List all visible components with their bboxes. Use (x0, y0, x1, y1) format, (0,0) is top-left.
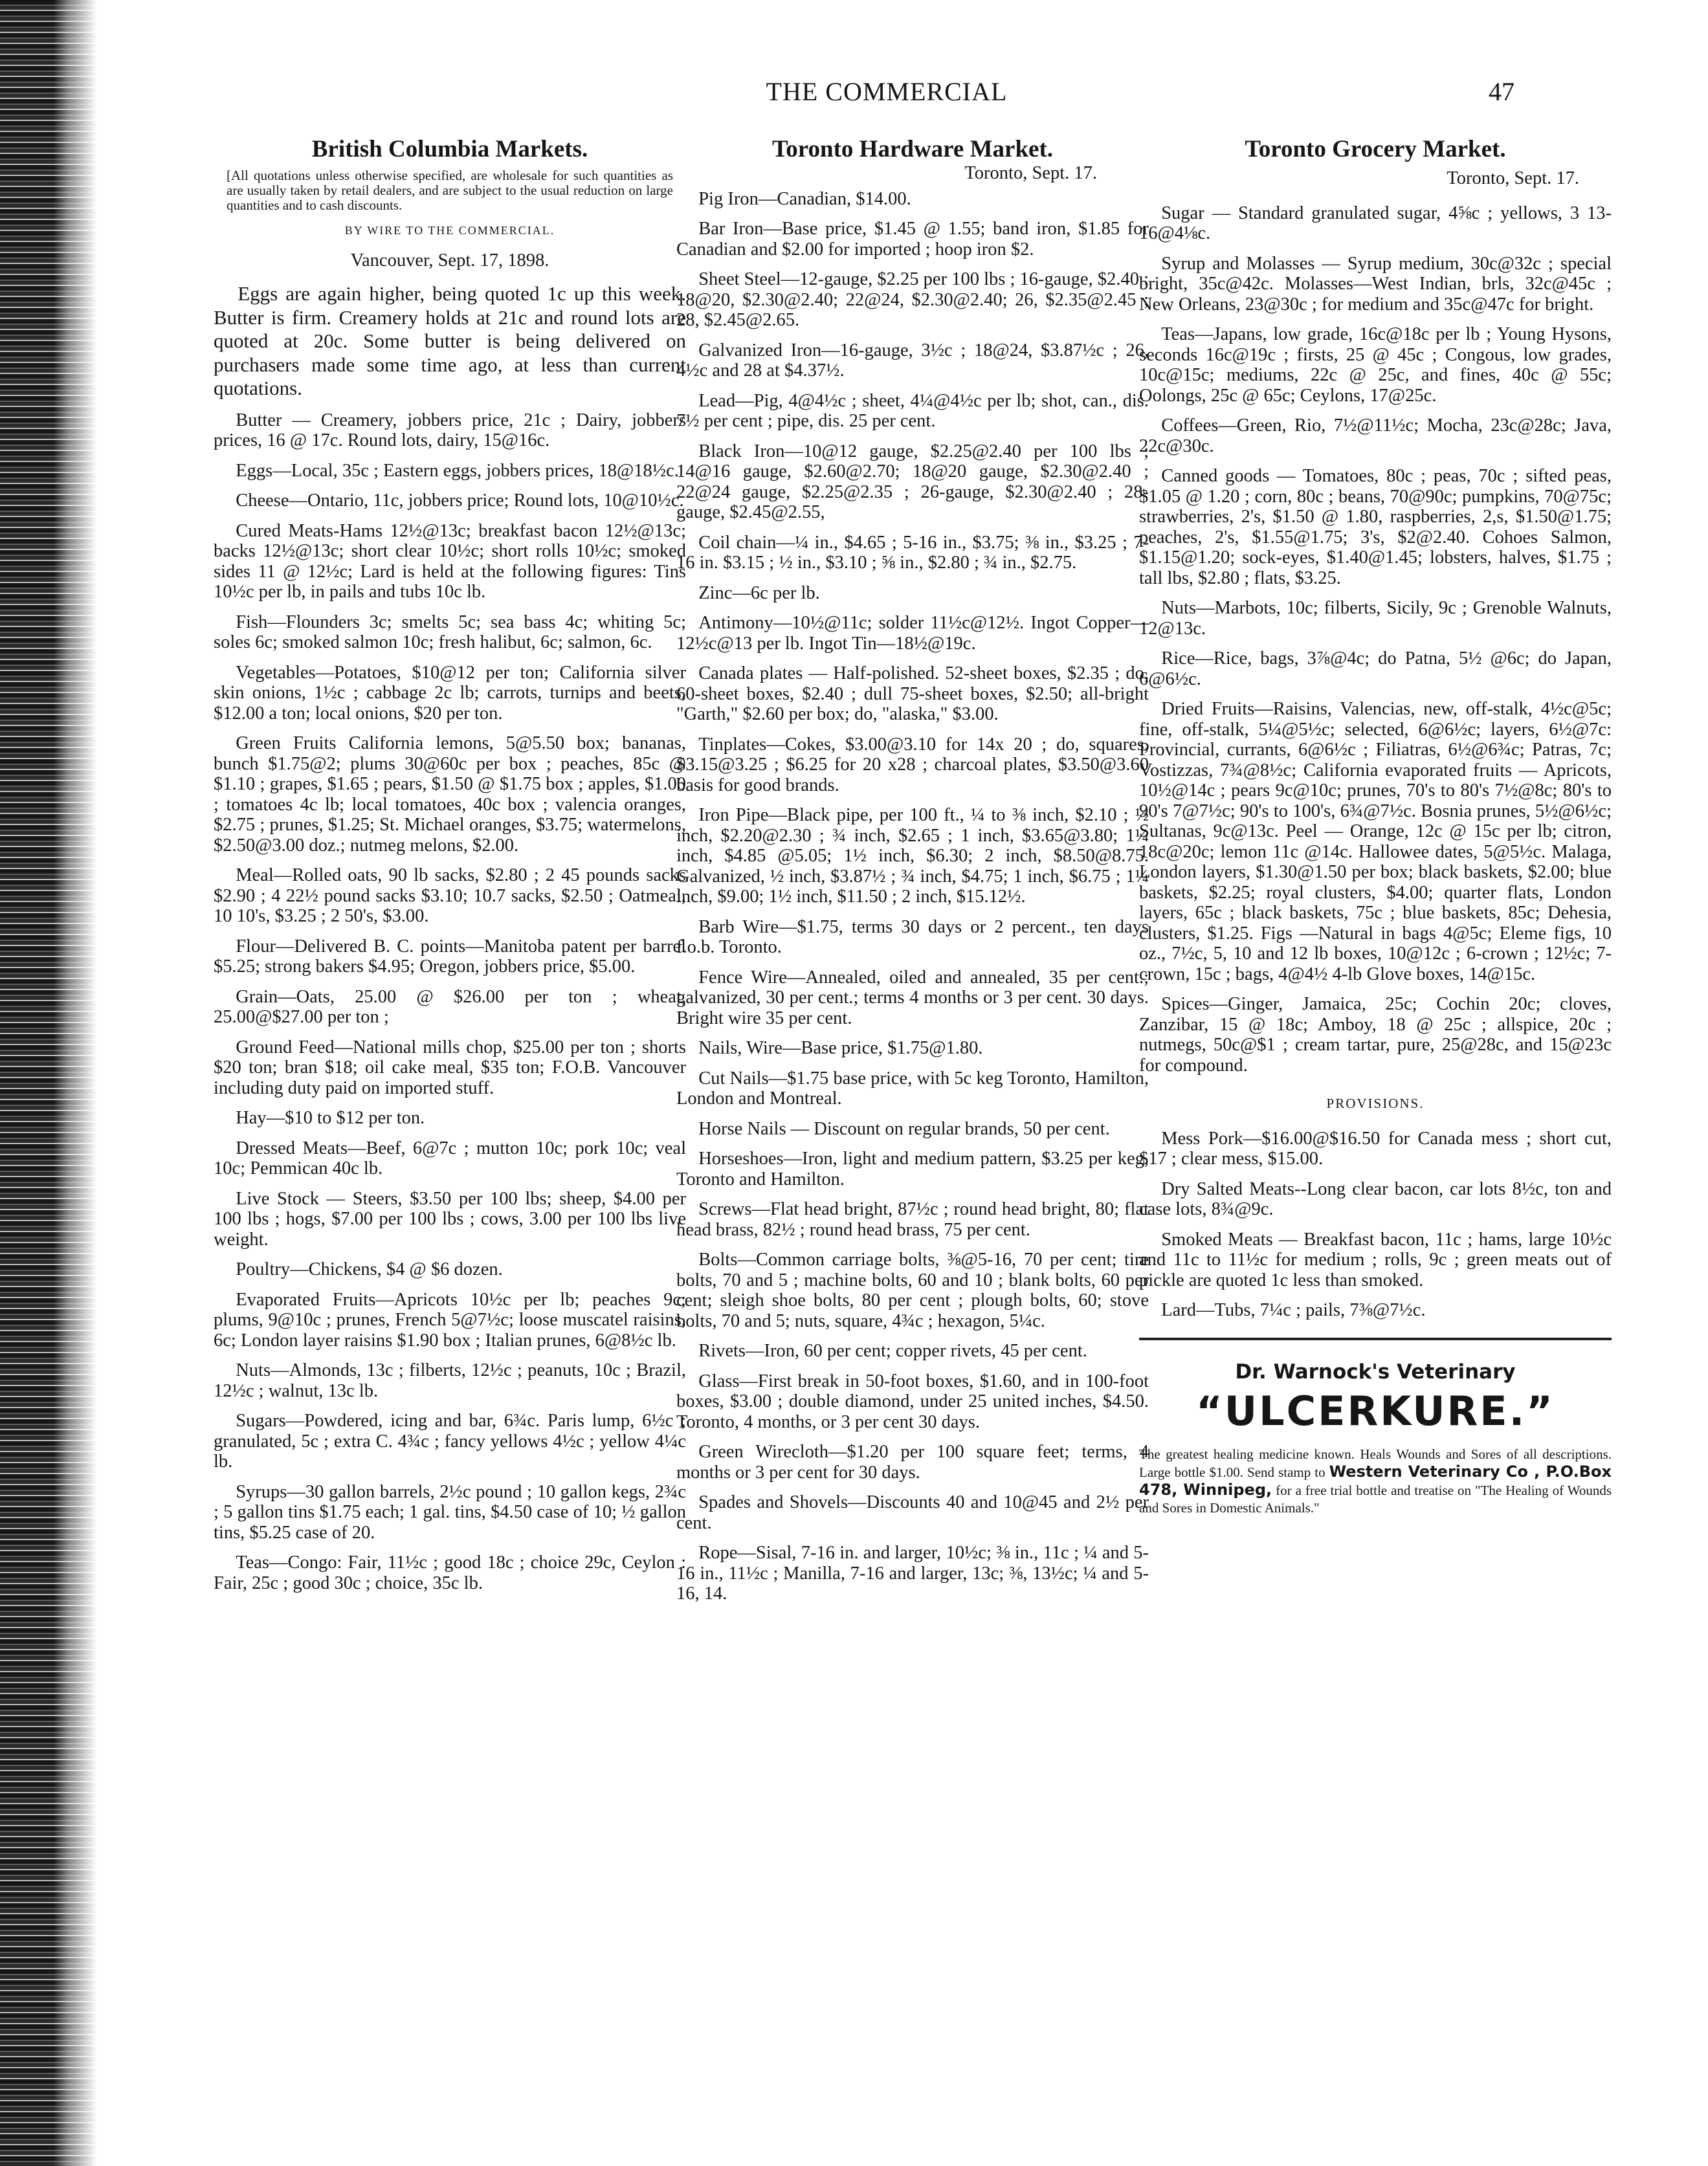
market-paragraph: Cured Meats-Hams 12½@13c; breakfast bacon 12½@13c; backs 12½@13c; short clear 10½c; short rolls 10½c; smoked sides 11 @ 12½c; Lard is held at the following figures: Tins 10½c per lb, in pails and tubs 10c lb. (214, 520, 686, 602)
grocery-heading: Toronto Grocery Market. (1245, 136, 1506, 162)
market-paragraph: Cut Nails—$1.75 base price, with 5c keg Toronto, Hamilton, London and Montreal. (676, 1068, 1149, 1109)
market-paragraph: Poultry—Chickens, $4 @ $6 dozen. (236, 1259, 503, 1279)
column-british-columbia (214, 136, 686, 1603)
market-paragraph: Nuts—Almonds, 13c ; filberts, 12½c ; peanuts, 10c ; Brazil, 12½c ; walnut, 13c lb. (214, 1360, 686, 1401)
market-paragraph: Rope—Sisal, 7-16 in. and larger, 10½c; ⅜ in., 11c ; ¼ and 5-16 in., 11½c ; Manilla, 7-16 and larger, 13c; ⅜, 13½c; ¼ and 5-16, 14. (676, 1543, 1149, 1604)
market-paragraph: Sugars—Powdered, icing and bar, 6¾c. Paris lump, 6½c ; granulated, 5c ; extra C. 4¾c ; fancy yellows 4½c ; yellow 4¼c lb. (214, 1411, 686, 1472)
market-paragraph: Nails, Wire—Base price, $1.75@1.80. (698, 1038, 983, 1058)
market-paragraph: Tinplates—Cokes, $3.00@3.10 for 14x 20 ; do, squares, $3.15@3.25 ; $6.25 for 20 x28 ; charcoal plates, $3.50@3.60 basis for good brands. (676, 734, 1149, 795)
bc-dateline: Vancouver, Sept. 17, 1898. (350, 250, 549, 271)
page-number: 47 (1489, 77, 1514, 106)
market-paragraph: Bolts—Common carriage bolts, ⅜@5-16, 70 per cent; tire bolts, 70 and 5 ; machine bolts, 60 and 10 ; blank bolts, 60 per cent; sleigh shoe bolts, 80 per cent ; plough bolts, 60; stove bolts, 70 and 5; nuts, square, 4¾c ; hexagon, 5¼c. (676, 1250, 1149, 1331)
market-paragraph: Barb Wire—$1.75, terms 30 days or 2 percent., ten days f.o.b. Toronto. (676, 916, 1149, 957)
market-paragraph: Rivets—Iron, 60 per cent; copper rivets, 45 per cent. (698, 1341, 1087, 1361)
market-paragraph: Eggs are again higher, being quoted 1c up this week. Butter is firm. Creamery holds at 21c and round lots are quoted at 20c. Some butter is being delivered on purchasers made some time ago, at less than current quotations. (214, 282, 686, 399)
market-paragraph: Teas—Congo: Fair, 11½c ; good 18c ; choice 29c, Ceylon : Fair, 25c ; good 30c ; choice, 35c lb. (214, 1553, 686, 1593)
running-title: THE COMMERCIAL (766, 77, 1008, 106)
market-paragraph: Screws—Flat head bright, 87½c ; round head bright, 80; flat head brass, 82½ ; round head brass, 75 per cent. (676, 1199, 1149, 1240)
market-paragraph: Glass—First break in 50-foot boxes, $1.60, and in 100-foot boxes, $3.00 ; double diamond, under 25 united inches, $4.50. Toronto, 4 months, or 3 per cent 30 days. (676, 1371, 1149, 1432)
market-paragraph: Spices—Ginger, Jamaica, 25c; Cochin 20c; cloves, Zanzibar, 15 @ 18c; Amboy, 18 @ 25c ; allspice, 20c ; nutmegs, 50c@$1 ; cream tartar, pure, 25@28c, and 15@23c for compound. (1139, 994, 1612, 1076)
market-paragraph: Green Wirecloth—$1.20 per 100 square feet; terms, 4 months or 3 per cent for 30 days. (676, 1442, 1149, 1483)
ad-company: Western Veterinary Co , P.O.Box 478, Winnipeg, (1139, 1463, 1612, 1499)
market-paragraph: Green Fruits California lemons, 5@5.50 box; bananas, bunch $1.75@2; plums 30@60c per box ; peaches, 85c @ $1.10 ; grapes, $1.65 ; pears, $1.50 @ $1.75 box ; apples, $1.00 ; tomatoes 4c lb; local tomatoes, 40c box ; valencia oranges, $2.75 ; prunes, $1.25; St. Michael oranges, $3.75; watermelons, $2.50@3.00 doz.; nutmeg melons, $2.00. (214, 733, 686, 856)
provisions-paragraph: Dry Salted Meats--Long clear bacon, car lots 8½c, ton and case lots, 8¾@9c. (1139, 1178, 1612, 1219)
ad-body-text: The greatest healing medicine known. Heals Wounds and Sores of all descriptions. Large bottle $1.00. Send stamp to (1139, 1446, 1612, 1480)
market-paragraph: Evaporated Fruits—Apricots 10½c per lb; peaches 9c; plums, 9@10c ; prunes, French 5@7½c; loose muscatel raisins, 6c; London layer raisins $1.90 box ; Italian prunes, 6@8½c lb. (214, 1289, 686, 1351)
ad-product-name: “ULCERKURE.” (1196, 1387, 1555, 1435)
market-paragraph: Meal—Rolled oats, 90 lb sacks, $2.80 ; 2 45 pounds sacks $2.90 ; 4 22½ pound sacks $3.10; 10.7 sacks, $2.50 ; Oatmeal, 10 10's, $3.25 ; 2 50's, $3.00. (214, 865, 686, 926)
market-paragraph: Teas—Japans, low grade, 16c@18c per lb ; Young Hysons, seconds 16c@19c ; firsts, 25 @ 45c ; Congous, low grades, 10c@15c; mediums, 22c @ 25c, and fines, 40c @ 55c; Oolongs, 25c @ 65c; Ceylons, 17@25c. (1139, 324, 1612, 406)
market-paragraph: Nuts—Marbots, 10c; filberts, Sicily, 9c ; Grenoble Walnuts, 12@13c. (1139, 598, 1612, 639)
provisions-paragraph: Mess Pork—$16.00@$16.50 for Canada mess ; short cut, $17 ; clear mess, $15.00. (1139, 1128, 1612, 1169)
ulcerkure-advertisement (1139, 1362, 1612, 1518)
wire-credit: BY WIRE TO THE COMMERCIAL. (344, 224, 555, 237)
provisions-heading: PROVISIONS. (1326, 1096, 1425, 1111)
market-paragraph: Ground Feed—National mills chop, $25.00 per ton ; shorts $20 ton; bran $18; oil cake meal, $35 ton; F.O.B. Vancouver including duty paid on imported stuff. (214, 1037, 686, 1098)
market-paragraph: Sheet Steel—12-gauge, $2.25 per 100 lbs ; 16-gauge, $2.40 : 18@20, $2.30@2.40; 22@24, $2.30@2.40; 26, $2.35@2.45 ; 28, $2.45@2.65. (676, 269, 1149, 330)
grocery-dateline: Toronto, Sept. 17. (1447, 168, 1579, 188)
market-paragraph: Canada plates — Half-polished. 52-sheet boxes, $2.35 ; do, 60-sheet boxes, $2.40 ; dull 75-sheet boxes, $2.50; all-bright "Garth," $2.60 per box; do, "alaska," $3.00. (676, 663, 1149, 724)
ad-tail-text: for a free trial bottle and treatise on "The Healing of Wounds and Sores in Domestic Animals." (1139, 1483, 1612, 1516)
market-paragraph: Flour—Delivered B. C. points—Manitoba patent per barrel $5.25; strong bakers $4.95; Oregon, jobbers price, $5.00. (214, 936, 686, 977)
quotation-note: [All quotations unless otherwise specified, are wholesale for such quantities as are usually taken by retail dealers, and are subject to the usual reduction on large quantities and to cash discounts. (227, 168, 673, 213)
market-paragraph: Rice—Rice, bags, 3⅞@4c; do Patna, 5½ @6c; do Japan, 6@6½c. (1139, 648, 1612, 689)
market-paragraph: Dressed Meats—Beef, 6@7c ; mutton 10c; pork 10c; veal 10c; Pemmican 40c lb. (214, 1138, 686, 1178)
market-paragraph: Zinc—6c per lb. (698, 582, 820, 603)
market-paragraph: Galvanized Iron—16-gauge, 3½c ; 18@24, $3.87½c ; 26, 4½c and 28 at $4.37½. (676, 340, 1149, 381)
market-paragraph: Coil chain—¼ in., $4.65 ; 5-16 in., $3.75; ⅜ in., $3.25 ; 7-16 in. $3.15 ; ½ in., $3.10 ; ⅝ in., $2.80 ; ¾ in., $2.75. (676, 532, 1149, 573)
column-toronto-hardware (676, 136, 1149, 1614)
market-paragraph: Eggs—Local, 35c ; Eastern eggs, jobbers prices, 18@18½c. (236, 460, 679, 481)
market-paragraph: Black Iron—10@12 gauge, $2.25@2.40 per 100 lbs ; 14@16 gauge, $2.60@2.70; 18@20 gauge, $2.30@2.40 ; 22@24 gauge, $2.25@2.35 ; 26-gauge, $2.30@2.40 ; 28-gauge, $2.45@2.55, (676, 441, 1149, 522)
ad-body (1139, 1446, 1612, 1517)
market-paragraph: Dried Fruits—Raisins, Valencias, new, off-stalk, 4½c@5c; fine, off-stalk, 5¼@5½c; selected, 6@6½c; layers, 6½@7c: Provincial, currants, 6@6½c ; Filiatras, 6½@6¾c; Patras, 7c; Vostizzas, 7¾@8½c; California evaporated fruits — Apricots, 10½@14c ; pears 9c@10c; prunes, 70's to 80's 7½@8c; 80's to 90's 7@7½c; 90's to 100's, 6¾@7½c. Bosnia prunes, 5½@6½c; Sultanas, 9c@13c. Peel — Orange, 12c @ 15c per lb; citron, 18c@20c; lemon 11c @14c. Hallowee dates, 5@5½c. Malaga, London layers, $1.30@1.50 per box; black baskets, $2.00; blue baskets, $2.25; royal clusters, $4.00; quarter flats, London layers, 65c ; black baskets, 75c ; blue baskets, 85c; Dehesia, clusters, $1.25. Figs —Natural in bags 4@5c; Eleme figs, 10 oz., 7½c, 5, 10 and 12 lb boxes, 10@12c ; 6-crown ; 12½c; 7-crown, 15c ; bags, 4@4½ 4-lb Glove boxes, 14@15c. (1139, 699, 1612, 984)
market-paragraph: Sugar — Standard granulated sugar, 4⅝c ; yellows, 3 13-16@4⅛c. (1139, 203, 1612, 243)
ad-divider-rule (1139, 1338, 1612, 1340)
market-paragraph: Bar Iron—Base price, $1.45 @ 1.55; band iron, $1.85 for Canadian and $2.00 for imported ; hoop iron $2. (676, 219, 1149, 260)
hardware-heading: Toronto Hardware Market. (771, 136, 1054, 162)
market-paragraph: Horse Nails — Discount on regular brands, 50 per cent. (698, 1118, 1110, 1139)
market-paragraph: Iron Pipe—Black pipe, per 100 ft., ¼ to ⅜ inch, $2.10 ; ½ inch, $2.20@2.30 ; ¾ inch, $2.65 ; 1 inch, $3.65@3.80; 1¼ inch, $4.85 @5.05; 1½ inch, $6.30; 2 inch, $8.50@8.75. Galvanized, ½ inch, $3.87½ ; ¾ inch, $4.75; 1 inch, $6.75 ; 1¼ inch, $9.00; 1½ inch, $11.50 ; 2 inch, $15.12½. (676, 805, 1149, 907)
british-columbia-heading: British Columbia Markets. (311, 136, 588, 162)
market-paragraph: Canned goods — Tomatoes, 80c ; peas, 70c ; sifted peas, $1.05 @ 1.20 ; corn, 80c ; beans, 70@90c; pumpkins, 70@75c; strawberries, 2's, $1.50 @ 1.80, raspberries, 2,s, $1.50@1.75; peaches, 2's, $1.55@1.75; 3's, $2@2.40. Cohoes Salmon, $1.15@1.20; sock-eyes, $1.40@1.45; lobsters, halves, $1.75 ; tall lbs, $2.80 ; flats, $3.25. (1139, 466, 1612, 588)
page-binding-edge (0, 0, 97, 2166)
provisions-paragraph: Lard—Tubs, 7¼c ; pails, 7⅜@7½c. (1161, 1300, 1426, 1320)
market-paragraph: Horseshoes—Iron, light and medium pattern, $3.25 per keg, Toronto and Hamilton. (676, 1149, 1149, 1189)
market-paragraph: Vegetables—Potatoes, $10@12 per ton; California silver skin onions, 1½c ; cabbage 2c lb; carrots, turnips and beets, $12.00 a ton; local onions, $20 per ton. (214, 662, 686, 724)
column-toronto-grocery (1139, 136, 1612, 1517)
ad-heading: Dr. Warnock's Veterinary (1235, 1360, 1516, 1384)
market-paragraph: Fence Wire—Annealed, oiled and annealed, 35 per cent.; galvanized, 30 per cent.; terms 4 months or 3 per cent. 30 days. Bright wire 35 per cent. (676, 967, 1149, 1028)
market-paragraph: Pig Iron—Canadian, $14.00. (698, 188, 911, 209)
market-paragraph: Butter — Creamery, jobbers price, 21c ; Dairy, jobbers prices, 16 @ 17c. Round lots, dairy, 15@16c. (214, 410, 686, 450)
provisions-paragraph: Smoked Meats — Breakfast bacon, 11c ; hams, large 10½c and 11c to 11½c for medium ; rolls, 9c ; green meats out of pickle are quoted 1c less than smoked. (1139, 1229, 1612, 1290)
market-paragraph: Spades and Shovels—Discounts 40 and 10@45 and 2½ per cent. (676, 1492, 1149, 1533)
market-paragraph: Antimony—10½@11c; solder 11½c@12½. Ingot Copper—12½c@13 per lb. Ingot Tin—18½@19c. (676, 613, 1149, 654)
market-paragraph: Syrup and Molasses — Syrup medium, 30c@32c ; special bright, 35c@42c. Molasses—West Indian, brls, 32c@45c ; New Orleans, 23@30c ; for medium and 35c@47c for bright. (1139, 253, 1612, 315)
market-paragraph: Cheese—Ontario, 11c, jobbers price; Round lots, 10@10½c. (236, 491, 684, 511)
market-paragraph: Hay—$10 to $12 per ton. (236, 1108, 425, 1128)
hardware-dateline: Toronto, Sept. 17. (964, 163, 1097, 183)
market-paragraph: Lead—Pig, 4@4½c ; sheet, 4¼@4½c per lb; shot, can., dis. 7½ per cent ; pipe, dis. 25 per cent. (676, 390, 1149, 431)
market-paragraph: Fish—Flounders 3c; smelts 5c; sea bass 4c; whiting 5c; soles 6c; smoked salmon 10c; fresh halibut, 6c; salmon, 6c. (214, 612, 686, 652)
market-paragraph: Syrups—30 gallon barrels, 2½c pound ; 10 gallon kegs, 2¾c ; 5 gallon tins $1.75 each; 1 gal. tins, $4.50 case of 10; ½ gallon tins, $5.25 case of 20. (214, 1481, 686, 1543)
market-paragraph: Grain—Oats, 25.00 @ $26.00 per ton ; wheat, 25.00@$27.00 per ton ; (214, 986, 686, 1027)
market-paragraph: Coffees—Green, Rio, 7½@11½c; Mocha, 23c@28c; Java, 22c@30c. (1139, 415, 1612, 456)
market-paragraph: Live Stock — Steers, $3.50 per 100 lbs; sheep, $4.00 per 100 lbs ; hogs, $7.00 per 100 lbs ; cows, 3.00 per 100 lbs live weight. (214, 1188, 686, 1250)
